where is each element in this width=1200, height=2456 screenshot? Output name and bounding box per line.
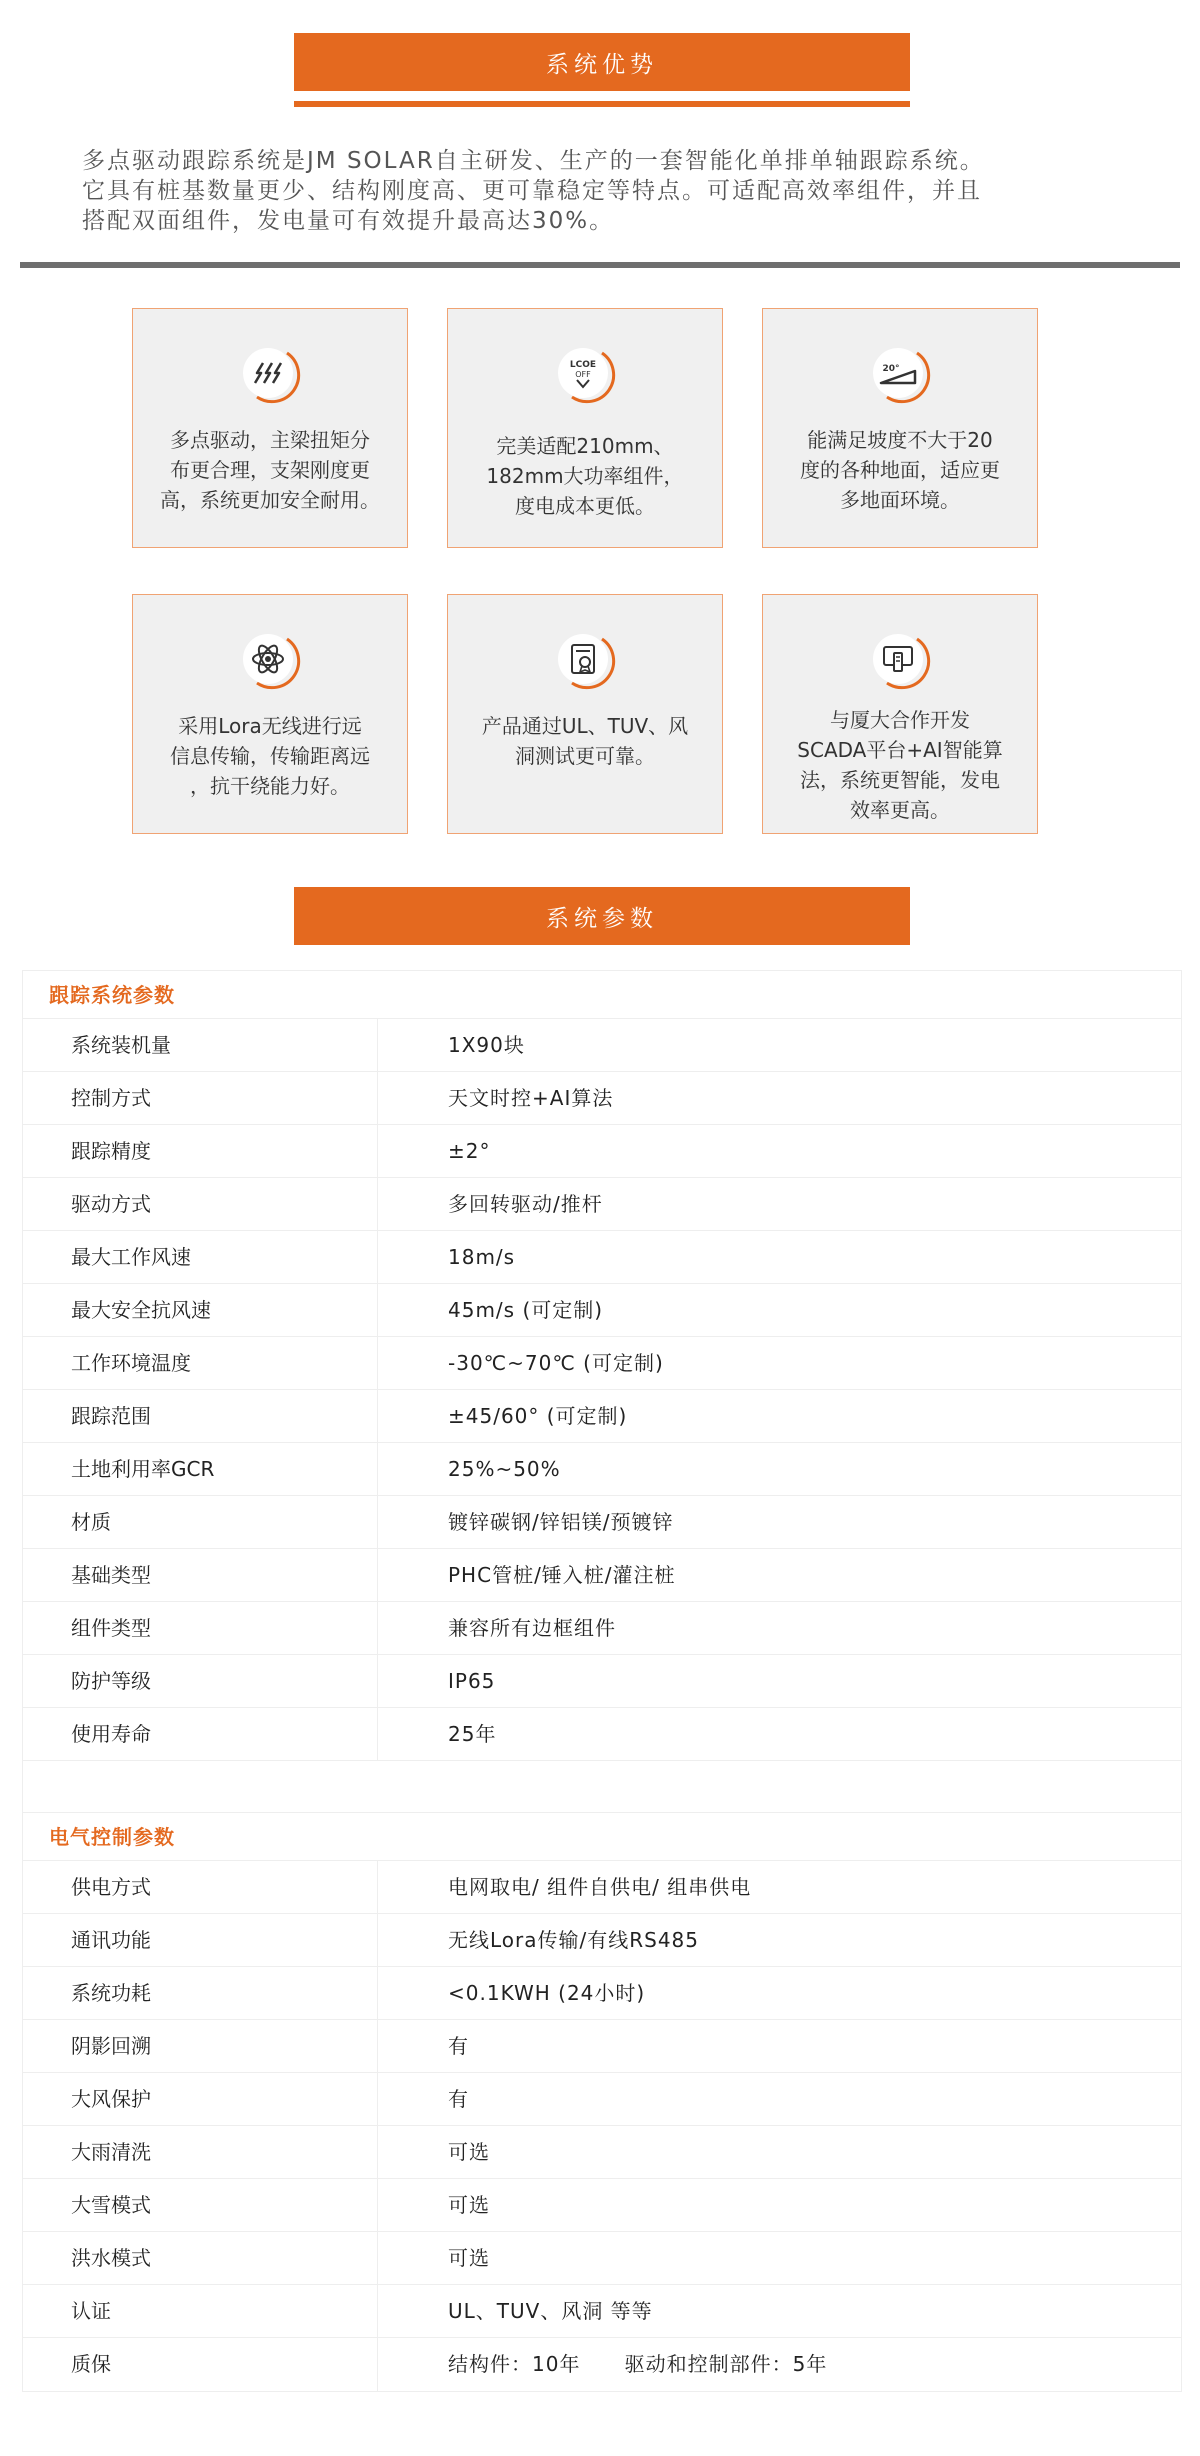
- table-row: [23, 1178, 1181, 1231]
- param-name: 最大工作风速: [23, 1231, 378, 1283]
- table-row: [23, 2126, 1181, 2179]
- parameters-banner: [294, 887, 910, 945]
- feature-card-line: 布更合理，支架刚度更: [170, 458, 370, 482]
- feature-card-line: 效率更高。: [850, 798, 950, 822]
- monitor-platform-icon: [865, 625, 935, 695]
- table-row: [23, 1231, 1181, 1284]
- intro-line: 它具有桩基数量更少、结构刚度高、更可靠稳定等特点。可适配高效率组件，并且: [82, 178, 982, 204]
- feature-card-line: 多地面环境。: [840, 488, 960, 512]
- feature-card-line: 采用Lora无线进行远: [178, 714, 362, 738]
- param-value: 18m/s: [448, 1245, 516, 1269]
- feature-card-line: 高，系统更加安全耐用。: [160, 488, 380, 512]
- parameters-banner-title: 系统参数: [546, 905, 658, 932]
- table-row: [23, 1708, 1181, 1761]
- table-row: [23, 2232, 1181, 2285]
- param-name: 大雨清洗: [23, 2126, 378, 2178]
- feature-card-line: ，抗干绕能力好。: [190, 774, 350, 798]
- section-divider: [20, 262, 1180, 268]
- feature-card-text: [775, 425, 1025, 515]
- advantages-banner-underline: [294, 101, 910, 107]
- feature-card-multi-drive: [132, 308, 408, 548]
- lcoe-icon: [550, 339, 620, 409]
- param-value: 45m/s (可定制): [448, 1298, 604, 1322]
- param-name: 大雪模式: [23, 2179, 378, 2231]
- feature-card-line: 产品通过UL、TUV、风: [481, 714, 689, 738]
- feature-card-text: [460, 431, 710, 521]
- param-value: 镀锌碳钢/锌铝镁/预镀锌: [448, 1510, 674, 1534]
- param-name: 阴影回溯: [23, 2020, 378, 2072]
- param-name: 洪水模式: [23, 2232, 378, 2284]
- param-value: 无线Lora传输/有线RS485: [448, 1928, 700, 1952]
- table-row: [23, 2179, 1181, 2232]
- table-row: [23, 2020, 1181, 2073]
- table-row: [23, 1914, 1181, 1967]
- param-value: 有: [448, 2034, 469, 2058]
- table-row: [23, 1072, 1181, 1125]
- table-row: [23, 1861, 1181, 1914]
- feature-card-line: 能满足坡度不大于20: [807, 428, 993, 452]
- feature-card-line: 信息传输，传输距离远: [170, 744, 370, 768]
- param-value: 25%~50%: [448, 1457, 561, 1481]
- table-row: [23, 1443, 1181, 1496]
- param-name: 驱动方式: [23, 1178, 378, 1230]
- feature-card-scada: [762, 594, 1038, 834]
- electrical-params-title: 电气控制参数: [23, 1813, 1181, 1861]
- param-value: 25年: [448, 1722, 497, 1746]
- param-value: 多回转驱动/推杆: [448, 1192, 603, 1216]
- param-value: 天文时控+AI算法: [448, 1086, 614, 1110]
- param-value: ±45/60° (可定制): [448, 1404, 628, 1428]
- param-name: 供电方式: [23, 1861, 378, 1913]
- param-name: 组件类型: [23, 1602, 378, 1654]
- feature-card-line: 与厦大合作开发: [830, 708, 970, 732]
- feature-card-slope: [762, 308, 1038, 548]
- feature-card-text: [145, 711, 395, 801]
- feature-card-lcoe: [447, 308, 723, 548]
- feature-card-line: 度电成本更低。: [515, 494, 655, 518]
- feature-card-text: [145, 425, 395, 515]
- intro-line: 搭配双面组件，发电量可有效提升最高达30%。: [82, 208, 615, 234]
- advantages-banner: [294, 33, 910, 91]
- param-value: -30℃~70℃ (可定制): [448, 1351, 664, 1375]
- param-value: ±2°: [448, 1139, 491, 1163]
- feature-card-lora: [132, 594, 408, 834]
- param-value: 可选: [448, 2140, 490, 2164]
- param-value: 可选: [448, 2246, 490, 2270]
- param-name: 质保: [23, 2338, 378, 2391]
- certificate-icon: [550, 625, 620, 695]
- tracking-params-title: 跟踪系统参数: [23, 971, 1181, 1019]
- param-name: 跟踪精度: [23, 1125, 378, 1177]
- param-value: 1X90块: [448, 1033, 525, 1057]
- feature-card-line: 182mm大功率组件，: [486, 464, 684, 488]
- param-name: 使用寿命: [23, 1708, 378, 1760]
- table-row: [23, 1602, 1181, 1655]
- feature-card-text: [460, 711, 710, 771]
- param-value: 可选: [448, 2193, 490, 2217]
- multi-drive-icon: [235, 339, 305, 409]
- table-row: [23, 2285, 1181, 2338]
- param-value: IP65: [448, 1669, 496, 1693]
- table-row: [23, 1284, 1181, 1337]
- param-value: <0.1KWH (24小时): [448, 1981, 646, 2005]
- feature-card-certification: [447, 594, 723, 834]
- param-value: 有: [448, 2087, 469, 2111]
- param-name: 系统装机量: [23, 1019, 378, 1071]
- table-row: [23, 1549, 1181, 1602]
- feature-card-line: 完美适配210mm、: [496, 434, 674, 458]
- lcoe-icon-label: LCOE: [569, 360, 597, 370]
- param-name: 跟踪范围: [23, 1390, 378, 1442]
- tracking-params-rows: [23, 1019, 1181, 1761]
- atom-icon: [235, 625, 305, 695]
- param-name: 通讯功能: [23, 1914, 378, 1966]
- param-name: 土地利用率GCR: [23, 1443, 378, 1495]
- param-name: 防护等级: [23, 1655, 378, 1707]
- param-name: 基础类型: [23, 1549, 378, 1601]
- table-row: [23, 1125, 1181, 1178]
- electrical-params-rows: [23, 1861, 1181, 2391]
- param-name: 最大安全抗风速: [23, 1284, 378, 1336]
- param-name: 工作环境温度: [23, 1337, 378, 1389]
- table-row: [23, 1967, 1181, 2020]
- feature-card-line: SCADA平台+AI智能算: [797, 738, 1003, 762]
- param-name: 认证: [23, 2285, 378, 2337]
- table-row: [23, 2073, 1181, 2126]
- param-value: 兼容所有边框组件: [448, 1616, 616, 1640]
- feature-card-line: 度的各种地面，适应更: [800, 458, 1000, 482]
- lcoe-icon-sublabel: OFF: [575, 370, 591, 379]
- table-row: [23, 1337, 1181, 1390]
- param-name: 系统功耗: [23, 1967, 378, 2019]
- feature-card-text: [775, 705, 1025, 825]
- table-spacer: [23, 1761, 1181, 1813]
- slope-icon-label: 20°: [882, 364, 900, 374]
- param-value: UL、TUV、风洞 等等: [448, 2299, 653, 2323]
- slope-icon: [865, 339, 935, 409]
- table-row: [23, 1019, 1181, 1072]
- parameters-table: [22, 970, 1182, 2392]
- intro-line: 多点驱动跟踪系统是JM SOLAR自主研发、生产的一套智能化单排单轴跟踪系统。: [82, 148, 985, 174]
- feature-card-line: 法，系统更智能，发电: [800, 768, 1000, 792]
- param-value: 电网取电/ 组件自供电/ 组串供电: [448, 1875, 752, 1899]
- table-row: [23, 1496, 1181, 1549]
- intro-paragraph: [82, 146, 1142, 236]
- feature-card-line: 洞测试更可靠。: [515, 744, 655, 768]
- param-value: 结构件：10年 驱动和控制部件：5年: [448, 2352, 828, 2376]
- table-row: [23, 1390, 1181, 1443]
- param-name: 大风保护: [23, 2073, 378, 2125]
- param-name: 材质: [23, 1496, 378, 1548]
- table-row: [23, 2338, 1181, 2391]
- feature-card-line: 多点驱动，主梁扭矩分: [170, 428, 370, 452]
- advantages-banner-title: 系统优势: [546, 51, 658, 78]
- param-name: 控制方式: [23, 1072, 378, 1124]
- param-value: PHC管桩/锤入桩/灌注桩: [448, 1563, 676, 1587]
- table-row: [23, 1655, 1181, 1708]
